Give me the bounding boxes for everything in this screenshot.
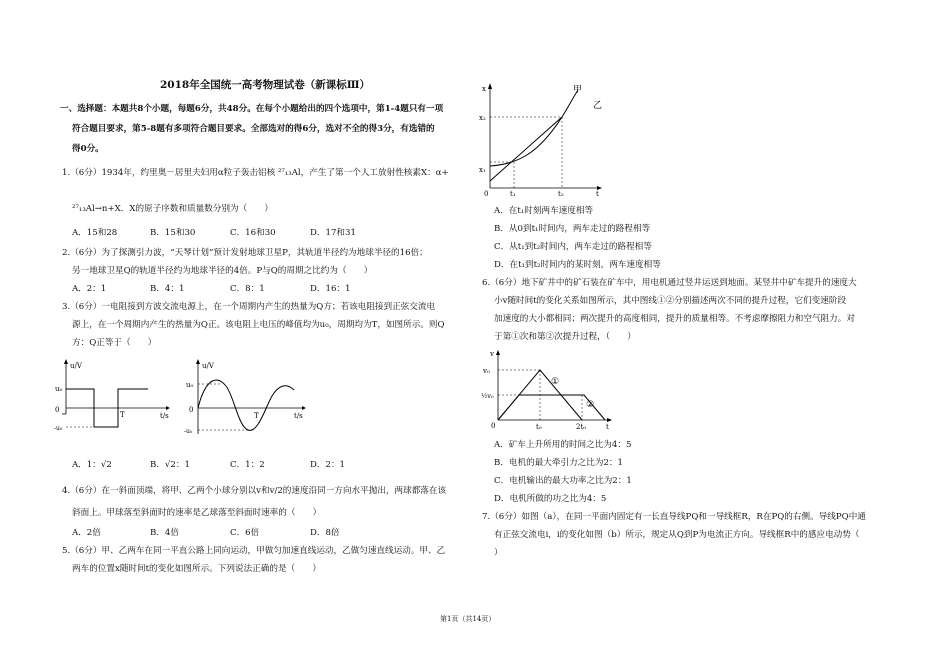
q6-v0-label: v₀: [483, 367, 490, 375]
q3-square-neg-u0: -u₀: [54, 425, 63, 432]
q3-square-T: T: [120, 411, 125, 419]
q1-option-d: D．17和31: [310, 228, 356, 238]
q6-line1: 6.（6分）地下矿井中的矿石装在矿车中，用电机通过竖井运送到地面。某竖井中矿车提升的速度大: [482, 278, 857, 288]
q4-option-c: C．6倍: [230, 528, 260, 538]
q5-x2-label: x₂: [479, 114, 486, 122]
q3-sine-xaxis-label: t/s: [294, 412, 303, 420]
q6-line3: 加速度的大小都相同；两次提升的高度相同，提升的质量相等。不考虑摩擦阻力和空气阻力。对: [494, 314, 855, 324]
q6-v-axis-label: v: [490, 350, 494, 358]
q5-t2-label: t₂: [558, 190, 564, 198]
q5-jia-label: 甲: [573, 85, 583, 95]
q5-line2: 两车的位置x随时间t的变化如图所示。下列说法正确的是（ ）: [72, 564, 321, 574]
q5-line-yi: [490, 117, 562, 181]
q4-option-d: D．8倍: [310, 528, 340, 538]
q5-line1: 5.（6分）甲、乙两车在同一平直公路上同向运动，甲做匀加速直线运动，乙做匀速直线运动。甲、乙: [62, 546, 446, 556]
q3-options: [72, 460, 345, 471]
q3-option-a: A．1：√2: [72, 460, 112, 470]
q1-line1: 1.（6分）1934年，约里奥－居里夫妇用α粒子轰击铝核 ²⁷₁₃Al，产生了第一个人工放射性核素X：α+: [62, 168, 449, 178]
q5-option-d: D．在t₁到t₂时间内的某时刻，两车速度相等: [494, 260, 661, 270]
q3-option-b: B．√2：1: [150, 460, 190, 470]
section-heading-line1: 一、选择题：本题共8个小题，每题6分，共48分。在每个小题给出的四个选项中，第1-4题只有一项: [60, 104, 444, 114]
q6-curve1-label: ①: [551, 377, 560, 387]
q6-t-axis-label: t: [606, 423, 609, 431]
q2-option-b: B．4：1: [150, 284, 185, 294]
q4-line1: 4.（6分）在一斜面顶端，将甲、乙两个小球分别以v和v/2的速度沿同一方向水平抛出，两球都落在该: [62, 486, 447, 496]
q5-x-axis-label: x: [482, 85, 486, 93]
q5-curve-jia: [490, 90, 578, 166]
q2-options: [72, 284, 350, 295]
q2-option-c: C．8：1: [230, 284, 265, 294]
q7-line2: 有正弦交流电i，i的变化如图（b）所示，规定从Q到P为电流正方向。导线框R中的感应电动势（: [494, 530, 860, 540]
page-footer: 第1页（共14页）: [440, 615, 496, 623]
q5-zero-label: 0: [484, 190, 489, 198]
q3-line2: 源上，在一个周期内产生的热量为Q正。该电阻上电压的峰值均为u₀，周期均为T，如图所示。则Q: [72, 320, 445, 330]
q7-line1: 7.（6分）如图（a），在同一平面内固定有一长直导线PQ和一导线框R，R在PQ的右侧。导线PQ中通: [482, 512, 866, 522]
q3-sine-neg-u0: -u₀: [184, 428, 193, 435]
q4-line2: 斜面上。甲球落至斜面时的速率是乙球落至斜面时速率的（ ）: [72, 508, 322, 518]
section-heading-line3: 得0分。: [72, 144, 104, 154]
q5-t-axis-label: t: [596, 190, 599, 198]
q3-square-zero: 0: [55, 406, 60, 414]
page-title: 2018年全国统一高考物理试卷（新课标Ⅲ）: [160, 79, 371, 91]
q3-sine-u0: u₀: [186, 381, 194, 389]
q7-line3: ）: [494, 548, 503, 558]
q6-curve2-label: ②: [586, 400, 595, 410]
q1-option-c: C．16和30: [230, 228, 276, 238]
q6-line4: 于第①次和第②次提升过程，（ ）: [494, 332, 636, 342]
q2-line2: 另一地球卫星Q的轨道半径约为地球半径的4倍。P与Q的周期之比约为（ ）: [72, 266, 373, 276]
q3-sine-T: T: [254, 412, 259, 420]
q5-option-b: B．从0到t₁时间内，两车走过的路程相等: [494, 224, 651, 234]
q3-square-yaxis-label: u/V: [70, 362, 82, 370]
q1-option-b: B．15和30: [150, 228, 196, 238]
q5-option-c: C．从t₁到t₂时间内，两车走过的路程相等: [494, 242, 652, 252]
q3-sine-wave-graph: [182, 356, 312, 436]
q3-square-u0: u₀: [55, 385, 63, 393]
q1-option-a: A．15和28: [72, 228, 118, 238]
q2-line1: 2.（6分）为了探测引力波，“天琴计划”预计发射地球卫星P，其轨道半径约为地球半径的16倍；: [62, 248, 428, 258]
q3-sine-wave: [198, 380, 294, 430]
q3-option-d: D．2：1: [310, 460, 346, 470]
q3-sine-yaxis-label: u/V: [202, 362, 214, 370]
q5-x1-label: x₁: [479, 166, 486, 174]
q6-option-d: D．电机所做的功之比为4：5: [494, 494, 607, 504]
q2-option-d: D．16：1: [310, 284, 351, 294]
q6-velocity-time-graph: [480, 348, 620, 432]
q6-2t0-label: 2t₀: [576, 423, 587, 431]
q3-square-xaxis-label: t/s: [160, 412, 169, 420]
q6-option-b: B．电机的最大牵引力之比为2：1: [494, 458, 623, 468]
q5-position-time-graph: [478, 80, 608, 198]
q3-line1: 3.（6分）一电阻接到方波交流电源上，在一个周期内产生的热量为Q方；若该电阻接到正弦交流电: [62, 302, 436, 312]
q6-t0-label: t₀: [536, 423, 542, 431]
q4-option-a: A．2倍: [72, 528, 101, 538]
q4-option-b: B．4倍: [150, 528, 179, 538]
q6-zero-label: 0: [491, 422, 496, 430]
q6-line2: 小v随时间t的变化关系如图所示，其中图线①②分别描述两次不同的提升过程，它们变速阶段: [494, 296, 847, 306]
q1-line2: ²⁷₁₃Al→n+X．X的原子序数和质量数分别为（ ）: [72, 204, 274, 214]
q3-option-c: C．1：2: [230, 460, 265, 470]
q6-option-a: A．矿车上升所用的时间之比为4：5: [494, 440, 632, 450]
q3-sine-zero: 0: [189, 406, 194, 414]
q1-options: [72, 228, 356, 239]
section-heading-line2: 符合题目要求，第5-8题有多项符合题目要求。全部选对的得6分，选对不全的得3分，有选错的: [72, 124, 435, 134]
q5-option-a: A．在t₁时刻两车速度相等: [494, 206, 594, 216]
q3-square-wave-graph: [56, 356, 176, 436]
q6-option-c: C．电机输出的最大功率之比为2：1: [494, 476, 632, 486]
q5-t1-label: t₁: [510, 190, 516, 198]
q6-half-v0-label: ½v₀: [481, 392, 494, 400]
q2-option-a: A．2：1: [72, 284, 107, 294]
q4-options: [72, 528, 340, 539]
q3-line3: 方：Q正等于（ ）: [72, 338, 157, 348]
q5-yi-label: 乙: [593, 101, 603, 111]
